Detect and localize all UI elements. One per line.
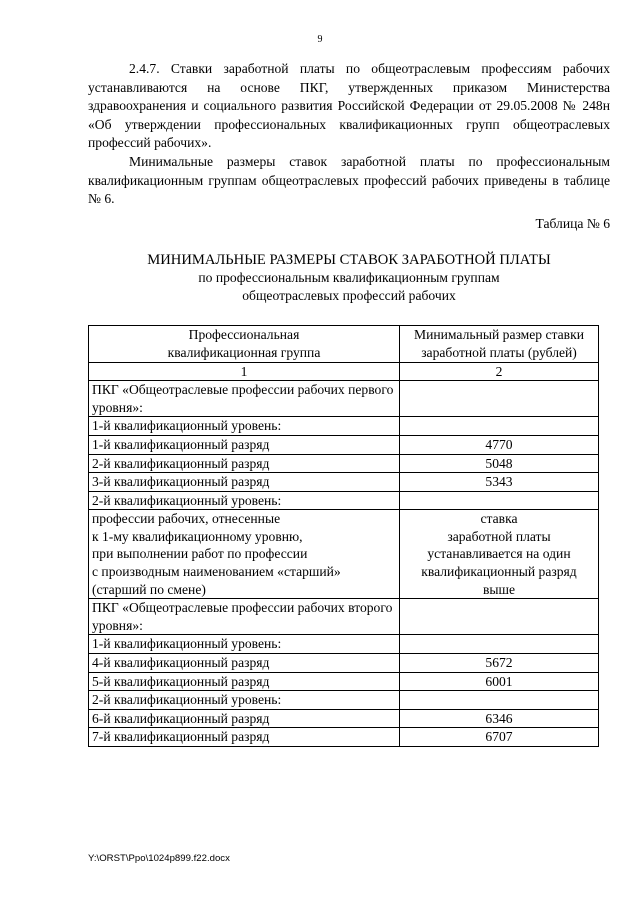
row-label: ПКГ «Общеотраслевые профессии рабочих первого уровня»: — [89, 381, 400, 417]
table-body — [89, 381, 599, 747]
header-group: Профессиональная квалификационная группа — [89, 326, 400, 362]
row-label: 2-й квалификационный уровень: — [89, 491, 400, 510]
footer-file-path: Y:\ORST\Ppo\1024p899.f22.docx — [88, 853, 230, 864]
table-row — [89, 473, 599, 492]
table-row — [89, 454, 599, 473]
header-rate: Минимальный размер ставки заработной платы (рублей) — [400, 326, 599, 362]
row-label: 1-й квалификационный разряд — [89, 435, 400, 454]
table-row — [89, 381, 599, 417]
column-number-2: 2 — [400, 362, 599, 381]
row-label: 7-й квалификационный разряд — [89, 728, 400, 747]
row-label: 3-й квалификационный разряд — [89, 473, 400, 492]
table-title: МИНИМАЛЬНЫЕ РАЗМЕРЫ СТАВОК ЗАРАБОТНОЙ ПЛАТЫ — [147, 252, 551, 269]
row-label: 6-й квалификационный разряд — [89, 709, 400, 728]
table-row — [89, 599, 599, 635]
row-value: 6346 — [400, 709, 599, 728]
row-value: 5048 — [400, 454, 599, 473]
row-value: 5343 — [400, 473, 599, 492]
table-header-row — [89, 326, 599, 362]
row-value: 6001 — [400, 672, 599, 691]
row-label: профессии рабочих, отнесенные к 1-му квалификационному уровню, при выполнении работ по профессии с производным наименованием «старший» (старший по смене) — [89, 510, 400, 599]
table-row — [89, 672, 599, 691]
row-value: 5672 — [400, 654, 599, 673]
table-row — [89, 654, 599, 673]
row-value: 4770 — [400, 435, 599, 454]
table-row — [89, 491, 599, 510]
row-label: 1-й квалификационный уровень: — [89, 635, 400, 654]
row-value — [400, 491, 599, 510]
salary-rates-table — [88, 325, 599, 747]
table-row — [89, 510, 599, 599]
row-label: 2-й квалификационный разряд — [89, 454, 400, 473]
row-value — [400, 599, 599, 635]
row-value: ставка заработной платы устанавливается на один квалификационный разряд выше — [400, 510, 599, 599]
table-row — [89, 691, 599, 710]
row-value — [400, 417, 599, 436]
row-label: 4-й квалификационный разряд — [89, 654, 400, 673]
paragraph-2-4-7: 2.4.7. Ставки заработной платы по общеотраслевым профессиям рабочих устанавливаются на основе ПКГ, утвержденных приказом Министерства здравоохранения и социального развития Российской Федерации от 29.05.2008 № 248н «Об утверждении профессиональных квалификационных групп общеотраслевых профессий рабочих». — [88, 61, 610, 151]
table-row — [89, 635, 599, 654]
page-number: 9 — [317, 34, 323, 45]
row-label: ПКГ «Общеотраслевые профессии рабочих второго уровня»: — [89, 599, 400, 635]
row-value: 6707 — [400, 728, 599, 747]
column-number-1: 1 — [89, 362, 400, 381]
table-row — [89, 435, 599, 454]
row-value — [400, 691, 599, 710]
row-label: 5-й квалификационный разряд — [89, 672, 400, 691]
row-label: 2-й квалификационный уровень: — [89, 691, 400, 710]
table-row — [89, 709, 599, 728]
table-row — [89, 728, 599, 747]
row-value — [400, 381, 599, 417]
document-body — [88, 60, 610, 747]
paragraph-table-reference: Минимальные размеры ставок заработной платы по профессиональным квалификационным группам общеотраслевых профессий рабочих приведены в таблице № 6. — [88, 153, 610, 207]
table-subtitle-line-2: общеотраслевых профессий рабочих — [242, 288, 456, 304]
table-column-number-row — [89, 362, 599, 381]
table-row — [89, 417, 599, 436]
table-subtitle-line-1: по профессиональным квалификационным группам — [198, 270, 500, 286]
row-value — [400, 635, 599, 654]
table-label: Таблица № 6 — [535, 215, 610, 231]
row-label: 1-й квалификационный уровень: — [89, 417, 400, 436]
